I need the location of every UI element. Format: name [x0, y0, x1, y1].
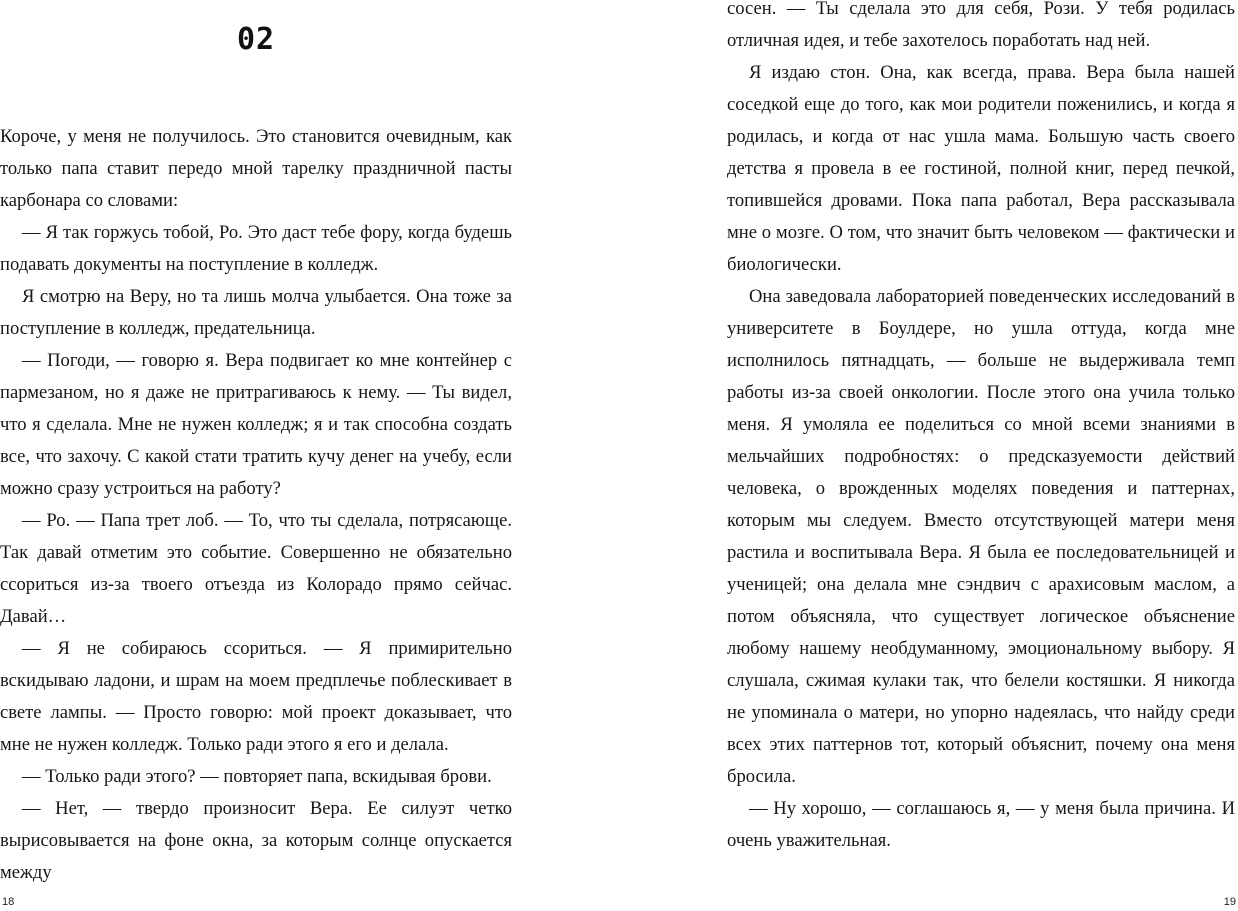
- paragraph: — Ну хорошо, — соглашаюсь я, — у меня была причина. И очень уважительная.: [727, 798, 1235, 851]
- paragraph: — Нет, — твердо произносит Вера. Ее силуэт четко вырисовывается на фоне окна, за которым солнце опускается между: [0, 798, 512, 883]
- paragraph: Она заведовала лабораторией поведенческих исследований в университете в Боулдере, но ушла оттуда, когда мне исполнилось пятнадцать, — больше не выдерживала темп работы из-за своей онкологии. После этого она учила только меня. Я умоляла ее поделиться со мной всеми знаниями в мельчайших подробностях: о предсказуемости действий человека, о врожденных моделях поведения и паттернах, которым мы следуем. Вместо отсутствующей матери меня растила и воспитывала Вера. Я была ее последовательницей и ученицей; она делала мне сэндвич с арахисовым маслом, а потом объясняла, что существует логическое объяснение любому нашему необдуманному, эмоциональному выбору. Я слушала, сжимая кулаки так, что белели костяшки. Я никогда не упоминала о матери, но упорно надеялась, что найду среди всех этих паттернов тот, который объяснит, почему она меня бросила.: [727, 286, 1235, 787]
- chapter-number: 02: [236, 22, 276, 57]
- paragraph: — Ро. — Папа трет лоб. — То, что ты сделала, потрясающе. Так давай отметим это событие. Совершенно не обязательно ссориться из-за твоего отъезда из Колорадо прямо сейчас. Давай…: [0, 510, 512, 627]
- paragraph: Я издаю стон. Она, как всегда, права. Вера была нашей соседкой еще до того, как мои родители поженились, и когда я родилась, и когда от нас ушла мама. Большую часть своего детства я провела в ее гостиной, полной книг, перед печкой, топившейся дровами. Пока папа работал, Вера рассказывала мне о мозге. О том, что значит быть человеком — фактически и биологически.: [727, 62, 1235, 275]
- paragraph: Я смотрю на Веру, но та лишь молча улыбается. Она тоже за поступление в колледж, предательница.: [0, 286, 512, 339]
- right-page: [727, 0, 1238, 911]
- paragraph: Короче, у меня не получилось. Это становится очевидным, как только папа ставит передо мной тарелку праздничной пасты карбонара со словами:: [0, 126, 512, 211]
- paragraph: — Только ради этого? — повторяет папа, вскидывая брови.: [22, 766, 492, 787]
- paragraph: сосен. — Ты сделала это для себя, Рози. У тебя родилась отличная идея, и тебе захотелось поработать над ней.: [727, 0, 1235, 51]
- paragraph: — Я не собираюсь ссориться. — Я примирительно вскидываю ладони, и шрам на моем предплечье поблескивает в свете лампы. — Просто говорю: мой проект доказывает, что мне не нужен колледж. Только ради этого я его и делала.: [0, 638, 512, 755]
- paragraph: — Погоди, — говорю я. Вера подвигает ко мне контейнер с пармезаном, но я даже не притрагиваюсь к нему. — Ты видел, что я сделала. Мне не нужен колледж; я и так способна создать все, что захочу. С какой стати тратить кучу денег на учебу, если можно сразу устроиться на работу?: [0, 350, 512, 499]
- left-page: [0, 0, 520, 911]
- right-page-text: [727, 0, 1235, 857]
- page-number-left: 18: [2, 896, 15, 908]
- left-page-text: [0, 121, 512, 889]
- paragraph: — Я так горжусь тобой, Ро. Это даст тебе фору, когда будешь подавать документы на поступление в колледж.: [0, 222, 512, 275]
- page-number-right: 19: [1223, 896, 1236, 908]
